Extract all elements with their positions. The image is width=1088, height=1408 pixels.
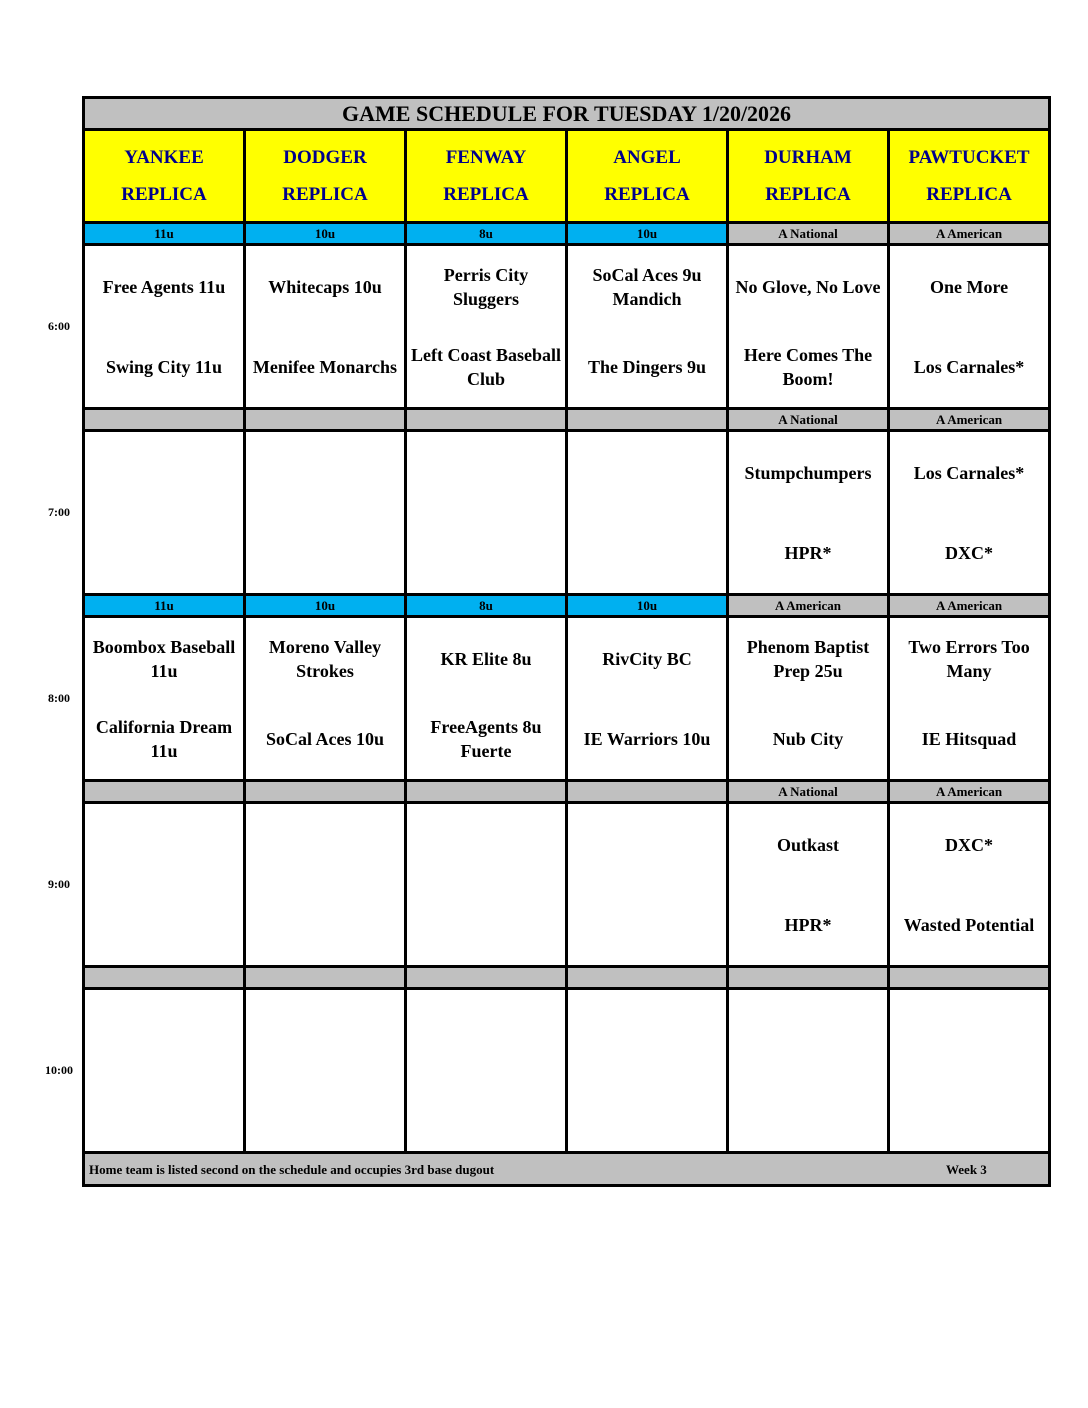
home-team (409, 513, 563, 593)
game-cell (728, 431, 889, 595)
away-team: No Glove, No Love (735, 276, 881, 297)
away-team: Boombox Baseball 11u (92, 636, 236, 681)
game-cell (84, 431, 245, 595)
schedule-table (82, 96, 1051, 1187)
division-label: A American (889, 781, 1050, 803)
game-cell (406, 245, 567, 409)
home-team (409, 885, 563, 965)
game-row (84, 989, 1050, 1153)
field-header-angel (567, 130, 728, 223)
schedule-footer (84, 1153, 1050, 1186)
away-team: DXC* (945, 834, 994, 855)
game-cell (245, 431, 406, 595)
field-subtitle: REPLICA (604, 184, 690, 205)
game-cell (567, 245, 728, 409)
away-team: KR Elite 8u (440, 648, 532, 669)
game-cell (245, 617, 406, 781)
game-cell (84, 989, 245, 1153)
division-label (889, 967, 1050, 989)
home-team (731, 1071, 885, 1151)
field-header-fenway (406, 130, 567, 223)
division-label (406, 781, 567, 803)
home-team: HPR* (784, 542, 832, 563)
away-team: Outkast (776, 834, 839, 855)
away-team (87, 433, 241, 513)
away-team: SoCal Aces 9u Mandich (592, 264, 702, 309)
division-label: 11u (84, 595, 245, 617)
division-label: A American (889, 223, 1050, 245)
division-label (245, 967, 406, 989)
game-cell (567, 989, 728, 1153)
home-team: Left Coast Baseball Club (411, 344, 561, 389)
away-team: Free Agents 11u (102, 276, 226, 297)
home-team: Los Carnales* (913, 356, 1025, 377)
division-label: 8u (406, 223, 567, 245)
home-team: DXC* (945, 542, 994, 563)
division-label: 8u (406, 595, 567, 617)
game-cell (889, 245, 1050, 409)
away-team (731, 991, 885, 1071)
game-cell (245, 803, 406, 967)
division-label: A American (889, 409, 1050, 431)
game-cell (567, 617, 728, 781)
division-label (245, 409, 406, 431)
division-label (84, 967, 245, 989)
division-label (245, 781, 406, 803)
field-subtitle: REPLICA (121, 184, 207, 205)
division-label: A American (889, 595, 1050, 617)
home-team (570, 885, 724, 965)
division-label (728, 967, 889, 989)
away-team: Whitecaps 10u (268, 276, 382, 297)
away-team: Moreno Valley Strokes (268, 636, 382, 681)
away-team: One More (929, 276, 1009, 297)
game-row (84, 431, 1050, 595)
home-team: Wasted Potential (903, 914, 1035, 935)
field-header-pawtucket (889, 130, 1050, 223)
division-row (84, 595, 1050, 617)
home-team (409, 1071, 563, 1151)
away-team (248, 805, 402, 885)
schedule-title: GAME SCHEDULE FOR TUESDAY 1/20/2026 (84, 98, 1050, 130)
away-team: RivCity BC (602, 648, 692, 669)
game-cell (567, 803, 728, 967)
division-label: 10u (245, 595, 406, 617)
away-team: Los Carnales* (913, 462, 1025, 483)
time-label: 6:00 (48, 318, 70, 333)
field-header-yankee (84, 130, 245, 223)
game-cell (889, 803, 1050, 967)
home-team (570, 1071, 724, 1151)
division-label (567, 967, 728, 989)
division-row (84, 781, 1050, 803)
division-label: A National (728, 781, 889, 803)
division-row (84, 967, 1050, 989)
away-team (248, 433, 402, 513)
away-team: Two Errors Too Many (908, 636, 1030, 681)
division-label (84, 409, 245, 431)
away-team (409, 805, 563, 885)
division-label (406, 967, 567, 989)
game-cell (84, 245, 245, 409)
field-subtitle: REPLICA (926, 184, 1012, 205)
field-name: ANGEL (613, 147, 681, 168)
schedule-sheet (82, 96, 1048, 1187)
division-row (84, 223, 1050, 245)
division-label: 10u (567, 223, 728, 245)
away-team: Phenom Baptist Prep 25u (746, 636, 870, 681)
game-cell (406, 803, 567, 967)
home-team (248, 513, 402, 593)
home-team: Here Comes The Boom! (743, 344, 873, 389)
game-cell (889, 989, 1050, 1153)
time-label: 9:00 (48, 876, 70, 891)
field-subtitle: REPLICA (282, 184, 368, 205)
game-cell (84, 803, 245, 967)
away-team: Stumpchumpers (744, 462, 872, 483)
field-header-durham (728, 130, 889, 223)
home-team: HPR* (784, 914, 832, 935)
game-cell (406, 431, 567, 595)
home-team: IE Warriors 10u (583, 728, 711, 749)
away-team (892, 991, 1046, 1071)
game-cell (728, 245, 889, 409)
game-cell (406, 989, 567, 1153)
home-team (248, 885, 402, 965)
game-cell (245, 245, 406, 409)
division-label: 10u (245, 223, 406, 245)
field-subtitle: REPLICA (765, 184, 851, 205)
away-team (87, 991, 241, 1071)
division-label: A National (728, 223, 889, 245)
away-team (409, 991, 563, 1071)
game-cell (889, 617, 1050, 781)
home-team (892, 1071, 1046, 1151)
home-team: California Dream 11u (95, 716, 233, 761)
home-team (87, 1071, 241, 1151)
game-cell (245, 989, 406, 1153)
away-team: Perris City Sluggers (443, 264, 529, 309)
division-label (406, 409, 567, 431)
game-cell (889, 431, 1050, 595)
division-label: 10u (567, 595, 728, 617)
game-cell (728, 803, 889, 967)
field-header-dodger (245, 130, 406, 223)
game-cell (728, 617, 889, 781)
division-label: 11u (84, 223, 245, 245)
game-row (84, 803, 1050, 967)
away-team (87, 805, 241, 885)
week-label: Week 3 (946, 1162, 987, 1177)
game-row (84, 617, 1050, 781)
home-team (87, 885, 241, 965)
home-team: Nub City (772, 728, 844, 749)
home-team (248, 1071, 402, 1151)
home-team: Menifee Monarchs (252, 356, 398, 377)
field-subtitle: REPLICA (443, 184, 529, 205)
division-label (567, 409, 728, 431)
division-label (567, 781, 728, 803)
game-row (84, 245, 1050, 409)
home-team (570, 513, 724, 593)
division-label: A National (728, 409, 889, 431)
home-team-note: Home team is listed second on the schedule and occupies 3rd base dugout (89, 1162, 495, 1177)
field-name: PAWTUCKET (908, 147, 1030, 168)
game-cell (406, 617, 567, 781)
game-cell (84, 617, 245, 781)
away-team (570, 991, 724, 1071)
division-row (84, 409, 1050, 431)
away-team (248, 991, 402, 1071)
home-team (87, 513, 241, 593)
home-team: SoCal Aces 10u (265, 728, 384, 749)
field-name: DODGER (283, 147, 367, 168)
home-team: The Dingers 9u (587, 356, 706, 377)
game-cell (728, 989, 889, 1153)
game-cell (567, 431, 728, 595)
time-label: 10:00 (45, 1062, 73, 1077)
away-team (570, 433, 724, 513)
division-label: A American (728, 595, 889, 617)
field-name: YANKEE (124, 147, 204, 168)
away-team (570, 805, 724, 885)
home-team: FreeAgents 8u Fuerte (430, 716, 542, 761)
field-name: DURHAM (764, 147, 852, 168)
home-team: IE Hitsquad (921, 728, 1017, 749)
time-label: 8:00 (48, 690, 70, 705)
time-label: 7:00 (48, 504, 70, 519)
home-team: Swing City 11u (105, 356, 223, 377)
field-name: FENWAY (445, 147, 527, 168)
division-label (84, 781, 245, 803)
away-team (409, 433, 563, 513)
